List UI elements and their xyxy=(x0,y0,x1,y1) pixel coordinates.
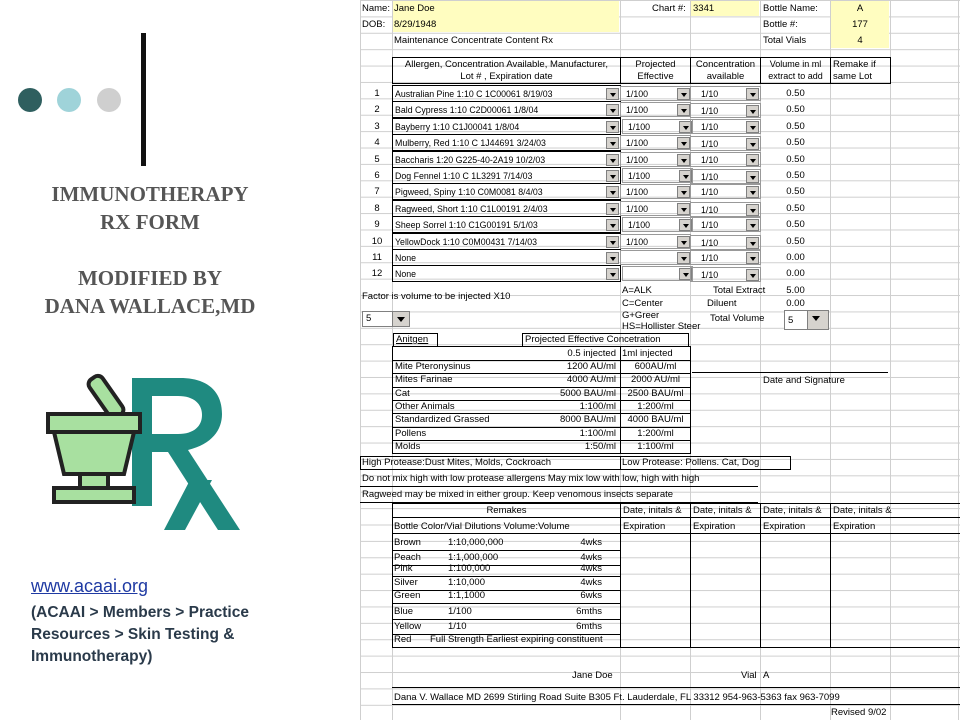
mixing-note-2: Ragweed may be mixed in either group. Keep venomous insects separate xyxy=(362,489,674,500)
concentration-value: 1/10 xyxy=(701,172,719,182)
volume-value: 0.50 xyxy=(786,104,805,116)
chevron-down-icon[interactable] xyxy=(746,219,759,231)
concentration-cell[interactable] xyxy=(690,217,761,232)
row-number: 5 xyxy=(374,153,380,165)
chevron-down-icon[interactable] xyxy=(677,88,690,100)
chart-label: Chart #: xyxy=(652,3,686,14)
antigen-05-value: 4000 AU/ml xyxy=(566,374,616,386)
allergen-cell[interactable] xyxy=(392,151,621,168)
legend-alk: A=ALK xyxy=(622,285,652,296)
chevron-down-icon[interactable] xyxy=(746,186,759,198)
projected-cell[interactable] xyxy=(620,201,691,216)
allergen-text: Bayberry 1:10 C1J00041 1/8/04 xyxy=(395,121,520,132)
allergen-text: Mulberry, Red 1:10 C 1J44691 3/24/03 xyxy=(395,138,546,149)
concentration-cell[interactable] xyxy=(690,119,761,134)
concentration-cell[interactable] xyxy=(690,136,761,151)
projected-value: 1/100 xyxy=(626,236,649,247)
title-line-1: IMMUNOTHERAPY xyxy=(51,182,249,206)
remake-header-1: Remake if xyxy=(833,59,876,70)
dilution-color: Green xyxy=(394,590,421,601)
projected-cell[interactable] xyxy=(622,266,693,281)
allergen-cell[interactable] xyxy=(392,118,621,135)
dilution-interval: 6mths xyxy=(576,621,602,632)
dilution-ratio: 1:1,1000 xyxy=(448,590,485,601)
chevron-down-icon[interactable] xyxy=(606,236,619,248)
modified-line-2: DANA WALLACE,MD xyxy=(44,294,256,318)
chevron-down-icon[interactable] xyxy=(606,88,619,100)
antigen-1ml-value: 1:100/ml xyxy=(637,440,674,452)
concentration-cell[interactable] xyxy=(690,169,761,184)
concentration-value: 1/10 xyxy=(701,237,719,248)
volume-value: 0.50 xyxy=(786,235,805,247)
remakes-header: Remakes xyxy=(486,505,527,516)
factor-select[interactable] xyxy=(362,311,410,327)
antigen-name: Molds xyxy=(395,440,421,452)
volume-value: 0.50 xyxy=(786,153,805,165)
concentration-value: 1/10 xyxy=(701,139,719,150)
decor-dot-gray xyxy=(97,88,121,112)
antigen-05-value: 1:50/ml xyxy=(584,440,616,452)
footer-patient-name: Jane Doe xyxy=(572,670,613,681)
allergen-cell[interactable] xyxy=(392,200,621,217)
high-protease-text: High Protease:Dust Mites, Molds, Cockroach xyxy=(362,457,552,468)
antigen-05-value: 8000 BAU/ml xyxy=(560,414,616,426)
revised-date: Revised 9/02 xyxy=(831,707,887,718)
chevron-down-icon[interactable] xyxy=(606,154,619,166)
chevron-down-icon[interactable] xyxy=(677,154,690,166)
rx-logo-icon xyxy=(40,370,250,540)
diluent-value: 0.00 xyxy=(786,298,805,309)
acaai-link[interactable]: www.acaai.org xyxy=(31,576,149,596)
bottle-name-label: Bottle Name: xyxy=(763,3,818,14)
chevron-down-icon[interactable] xyxy=(606,137,619,149)
pec-header: Projected Effective Concetration xyxy=(525,334,661,345)
title-line-2: RX FORM xyxy=(100,210,200,234)
allergen-text: Sheep Sorrel 1:10 C1G00191 5/1/03 xyxy=(395,220,538,231)
allergen-text: Bald Cypress 1:10 C2D00061 1/8/04 xyxy=(395,105,539,116)
chevron-down-icon[interactable] xyxy=(746,105,759,117)
chevron-down-icon[interactable] xyxy=(746,154,759,166)
volume-value: 0.50 xyxy=(786,219,805,231)
page-title xyxy=(0,180,300,236)
decor-dot-teal xyxy=(57,88,81,112)
injected-1ml-header: 1ml injected xyxy=(622,348,673,359)
dilution-color: Brown xyxy=(394,537,421,548)
antigen-1ml-value: 2000 AU/ml xyxy=(630,374,681,386)
concentration-value: 1/10 xyxy=(701,220,719,231)
allergen-text: Australian Pine 1:10 C 1C00061 8/19/03 xyxy=(395,89,553,99)
chevron-down-icon[interactable] xyxy=(606,203,619,215)
remake-date-initials-3: Date, initals & xyxy=(763,505,822,516)
footer-address: Dana V. Wallace MD 2699 Stirling Road Suite B305 Ft. Lauderdale, FL 33312 954-963-5363 fax 963-7099 xyxy=(394,692,840,703)
projected-cell[interactable] xyxy=(620,184,691,199)
chevron-down-icon[interactable] xyxy=(606,121,619,133)
dilution-color: Peach xyxy=(394,552,421,563)
dilution-color: Red xyxy=(394,634,412,645)
concentration-cell[interactable] xyxy=(690,86,761,101)
chevron-down-icon[interactable] xyxy=(606,252,619,264)
footer-vial-value: A xyxy=(763,670,770,681)
chevron-down-icon[interactable] xyxy=(746,88,759,100)
row-number: 6 xyxy=(374,170,380,181)
modified-line-1: MODIFIED BY xyxy=(77,266,223,290)
antigen-05-value: 5000 BAU/ml xyxy=(560,387,616,399)
projected-value: 1/100 xyxy=(626,203,649,214)
name-value[interactable]: Jane Doe xyxy=(394,3,435,14)
dilution-ratio: 1:10,000,000 xyxy=(448,537,504,548)
chevron-down-icon[interactable] xyxy=(746,252,759,264)
volume-value: 0.50 xyxy=(786,137,805,149)
allergen-cell[interactable] xyxy=(392,101,621,118)
projected-value: 1/100 xyxy=(626,187,649,198)
remake-date-initials-4: Date, initals & xyxy=(833,505,892,516)
name-label: Name: xyxy=(362,3,390,14)
dilution-ratio: 1:1,000,000 xyxy=(448,552,499,563)
remake-expiration-3: Expiration xyxy=(763,521,806,532)
antigen-name: Cat xyxy=(395,387,410,399)
row-number: 9 xyxy=(374,219,380,231)
allergen-cell[interactable] xyxy=(392,233,621,250)
projected-value: 1/100 xyxy=(626,154,649,165)
row-number: 2 xyxy=(374,104,380,116)
dilution-interval: 4wks xyxy=(580,552,602,563)
dilution-color: Pink xyxy=(394,563,413,574)
volume-value: 0.00 xyxy=(786,252,805,263)
volume-value: 0.50 xyxy=(786,88,805,99)
total-volume-select[interactable] xyxy=(784,310,829,330)
antigen-05-value: 1200 AU/ml xyxy=(566,361,616,372)
chevron-down-icon[interactable] xyxy=(746,171,759,183)
chevron-down-icon[interactable] xyxy=(677,104,690,116)
allergen-text: Ragweed, Short 1:10 C1L00191 2/4/03 xyxy=(395,203,548,214)
chevron-down-icon[interactable] xyxy=(606,104,619,116)
signature-line xyxy=(692,372,888,373)
antigen-name: Standardized Grassed xyxy=(395,414,490,426)
concentration-value: 1/10 xyxy=(701,270,719,281)
remake-header-2: same Lot xyxy=(833,71,873,82)
dilution-interval: 4wks xyxy=(580,563,602,574)
low-protease-text: Low Protease: Pollens. Cat, Dog xyxy=(622,457,760,468)
dilution-interval: 6mths xyxy=(576,606,602,617)
chevron-down-icon[interactable] xyxy=(677,252,690,264)
concentration-cell[interactable] xyxy=(690,250,761,265)
antigen-name: Other Animals xyxy=(395,400,455,412)
antigen-header: Anitgen xyxy=(396,334,429,345)
allergen-cell[interactable] xyxy=(392,167,621,184)
chart-value[interactable]: 3341 xyxy=(693,3,715,14)
remake-date-initials-2: Date, initals & xyxy=(693,505,752,516)
projected-header-2: Effective xyxy=(637,71,674,82)
row-number: 7 xyxy=(374,186,380,198)
row-number: 4 xyxy=(374,137,380,149)
projected-value: 1/100 xyxy=(628,171,651,181)
mixing-note-1: Do not mix high with low protease allergens May mix low with low, high with high xyxy=(362,473,700,484)
maintenance-label: Maintenance Concentrate Content Rx xyxy=(394,35,553,46)
antigen-1ml-value: 4000 BAU/ml xyxy=(627,414,684,426)
footer-vial-label: Vial xyxy=(741,670,757,681)
mortar-pestle-icon xyxy=(48,374,140,502)
dilution-ratio: 1:10,000 xyxy=(448,577,485,588)
allergen-text: Dog Fennel 1:10 C 1L3291 7/14/03 xyxy=(395,171,533,181)
dilution-ratio: Full Strength Earliest expiring constituent xyxy=(430,634,603,645)
date-signature-label: Date and Signature xyxy=(763,375,845,386)
projected-value: 1/100 xyxy=(628,220,651,231)
concentration-cell[interactable] xyxy=(690,103,761,118)
total-volume-label: Total Volume xyxy=(710,313,765,324)
projected-cell[interactable] xyxy=(622,217,693,232)
concentration-value: 1/10 xyxy=(701,154,719,165)
allergen-text: None xyxy=(395,269,417,280)
antigen-05-value: 1:100/ml xyxy=(579,427,616,439)
row-number: 12 xyxy=(371,268,383,280)
volume-value: 0.50 xyxy=(786,202,805,214)
allergen-header-1: Allergen, Concentration Available, Manufacturer, xyxy=(404,59,609,70)
chevron-down-icon[interactable] xyxy=(746,121,759,133)
remake-expiration-4: Expiration xyxy=(833,521,876,532)
antigen-1ml-value: 1:200/ml xyxy=(637,400,674,412)
chevron-down-icon[interactable] xyxy=(677,236,690,248)
row-number: 10 xyxy=(371,235,383,247)
projected-cell[interactable] xyxy=(620,250,691,265)
navigation-path-text: (ACAAI > Members > Practice Resources > Skin Testing & Immunotherapy) xyxy=(31,604,249,665)
concentration-value: 1/10 xyxy=(701,121,719,132)
bottle-dilution-header: Bottle Color/Vial Dilutions Volume:Volume xyxy=(394,521,570,532)
dilution-ratio: 1:100,000 xyxy=(448,563,491,574)
chevron-down-icon[interactable] xyxy=(606,268,619,280)
total-extract-value: 5.00 xyxy=(786,285,805,296)
chevron-down-icon xyxy=(392,312,409,326)
allergen-header-2: Lot # , Expiration date xyxy=(460,71,553,82)
factor-value: 5 xyxy=(366,313,372,324)
concentration-cell[interactable] xyxy=(690,184,761,199)
allergen-cell[interactable] xyxy=(392,265,621,282)
projected-value: 1/100 xyxy=(626,89,649,99)
allergen-cell[interactable] xyxy=(392,183,621,200)
volume-header-1: Volume in ml xyxy=(769,59,822,69)
volume-value: 0.50 xyxy=(786,186,805,198)
total-volume-value: 5 xyxy=(788,315,794,326)
projected-cell[interactable] xyxy=(620,102,691,117)
legend-hollister: HS=Hollister Steer xyxy=(622,321,701,332)
remake-date-initials-1: Date, initals & xyxy=(623,505,682,516)
dilution-color: Yellow xyxy=(394,621,422,632)
projected-cell[interactable] xyxy=(620,234,691,249)
volume-value: 0.50 xyxy=(786,120,805,132)
chevron-down-icon[interactable] xyxy=(746,269,759,281)
remake-expiration-2: Expiration xyxy=(693,521,736,532)
volume-value: 0.00 xyxy=(786,268,805,280)
concentration-value: 1/10 xyxy=(701,253,719,263)
chevron-down-icon xyxy=(807,311,828,329)
total-extract-label: Total Extract xyxy=(713,285,766,296)
concentration-header-2: available xyxy=(706,71,745,82)
volume-header-2: extract to add xyxy=(768,71,823,81)
allergen-cell[interactable] xyxy=(392,249,621,266)
dilution-ratio: 1/100 xyxy=(448,606,472,617)
antigen-1ml-value: 600AU/ml xyxy=(634,361,677,372)
remake-expiration-1: Expiration xyxy=(623,521,666,532)
dilution-interval: 4wks xyxy=(580,537,602,548)
chevron-down-icon[interactable] xyxy=(606,186,619,198)
concentration-cell[interactable] xyxy=(690,235,761,250)
chevron-down-icon[interactable] xyxy=(677,137,690,149)
rx-form-sheet xyxy=(360,0,960,720)
projected-header-1: Projected xyxy=(635,59,676,70)
volume-value: 0.50 xyxy=(786,170,805,181)
dilution-interval: 4wks xyxy=(580,577,602,588)
dilution-ratio: 1/10 xyxy=(448,621,467,632)
dob-label: DOB: xyxy=(362,19,386,30)
concentration-value: 1/10 xyxy=(701,187,719,198)
concentration-value: 1/10 xyxy=(701,204,719,215)
projected-cell[interactable] xyxy=(622,168,693,183)
concentration-cell[interactable] xyxy=(690,152,761,167)
total-vials-label: Total Vials xyxy=(763,35,807,46)
antigen-name: Mite Pteronysinus xyxy=(395,361,471,372)
diluent-label: Diluent xyxy=(707,298,737,309)
chevron-down-icon[interactable] xyxy=(677,186,690,198)
allergen-text: None xyxy=(395,253,417,263)
projected-value: 1/100 xyxy=(626,105,649,116)
decor-vertical-bar xyxy=(141,33,146,166)
dilution-color: Silver xyxy=(394,577,418,588)
chevron-down-icon[interactable] xyxy=(746,204,759,216)
injected-05-header: 0.5 injected xyxy=(567,348,616,359)
row-number: 11 xyxy=(372,252,382,263)
projected-cell[interactable] xyxy=(622,119,693,134)
allergen-text: Pigweed, Spiny 1:10 C0M0081 8/4/03 xyxy=(395,187,543,198)
row-number: 8 xyxy=(374,202,380,214)
allergen-text: YellowDock 1:10 C0M00431 7/14/03 xyxy=(395,236,537,247)
allergen-text: Baccharis 1:20 G225-40-2A19 10/2/03 xyxy=(395,154,546,165)
bottle-number-label: Bottle #: xyxy=(763,19,798,30)
allergen-cell[interactable] xyxy=(392,216,621,233)
chevron-down-icon[interactable] xyxy=(606,170,619,182)
projected-value: 1/100 xyxy=(626,138,649,149)
allergen-cell[interactable] xyxy=(392,134,621,151)
chevron-down-icon[interactable] xyxy=(746,138,759,150)
row-number: 3 xyxy=(374,120,380,132)
legend-center: C=Center xyxy=(622,298,663,309)
dilution-color: Blue xyxy=(394,606,414,617)
dilution-interval: 6wks xyxy=(580,590,602,601)
antigen-1ml-value: 1:200/ml xyxy=(637,427,674,439)
total-vials-value[interactable]: 4 xyxy=(857,35,863,46)
legend-greer: G+Greer xyxy=(622,310,660,321)
projected-cell[interactable] xyxy=(620,135,691,150)
bottle-name-value[interactable]: A xyxy=(856,3,864,14)
dob-value[interactable]: 8/29/1948 xyxy=(394,19,437,30)
row-number: 1 xyxy=(374,88,380,99)
concentration-header-1: Concentration xyxy=(695,59,756,70)
chevron-down-icon[interactable] xyxy=(606,219,619,231)
bottle-number-value[interactable]: 177 xyxy=(852,19,868,30)
concentration-value: 1/10 xyxy=(701,89,719,99)
chevron-down-icon[interactable] xyxy=(677,203,690,215)
projected-value: 1/100 xyxy=(628,121,651,132)
concentration-cell[interactable] xyxy=(690,202,761,217)
antigen-name: Pollens xyxy=(395,427,427,439)
antigen-1ml-value: 2500 BAU/ml xyxy=(627,387,684,399)
concentration-value: 1/10 xyxy=(701,106,719,117)
concentration-cell[interactable] xyxy=(690,267,761,282)
allergen-cell[interactable] xyxy=(392,85,621,102)
decor-dot-dark xyxy=(18,88,42,112)
modified-by xyxy=(0,264,300,320)
antigen-name: Mites Farinae xyxy=(395,374,453,386)
projected-cell[interactable] xyxy=(620,152,691,167)
chevron-down-icon[interactable] xyxy=(746,237,759,249)
antigen-05-value: 1:100/ml xyxy=(579,400,616,412)
factor-label: Factor is volume to be injected X10 xyxy=(362,291,511,302)
projected-cell[interactable] xyxy=(620,86,691,101)
